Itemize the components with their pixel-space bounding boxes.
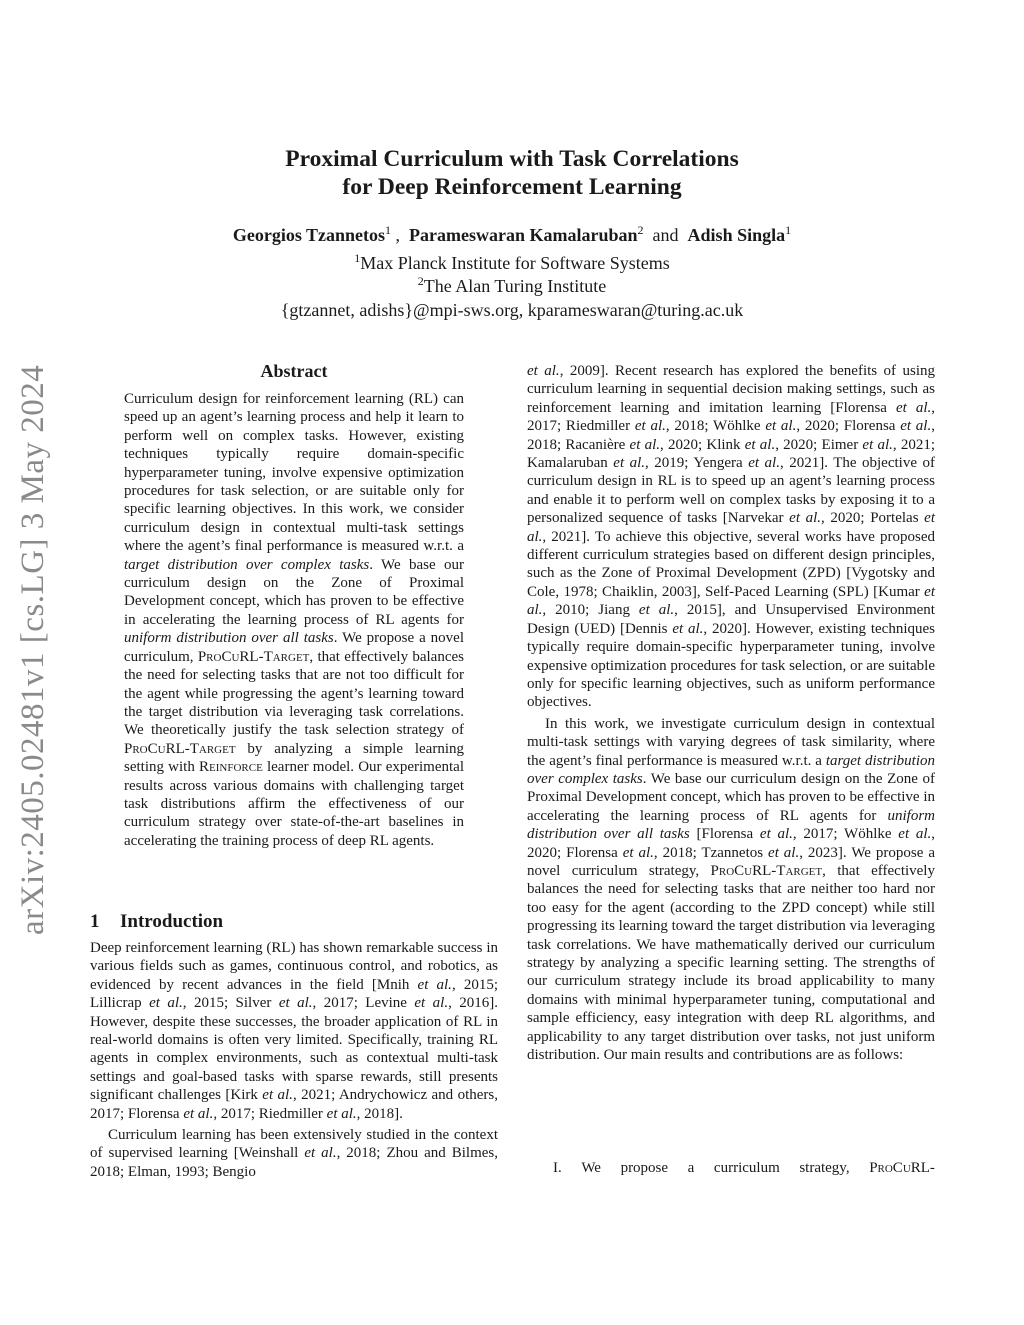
arxiv-stamp [8, 355, 58, 935]
author-affil-mark: 1 [385, 223, 392, 237]
section-heading-introduction [90, 911, 223, 933]
abstract-paragraph [124, 390, 464, 850]
title-line-2: for Deep Reinforcement Learning [342, 174, 682, 200]
intro-paragraph-2-start: Curriculum learning has been extensively studied in the context of supervised learning [Weinshall et al., 2018; Zhou and Bilmes, 2018; Elman, 1993; Bengio [90, 1127, 498, 1180]
author-emails: {gtzannet, adishs}@mpi-sws.org, kparameswaran@turing.ac.uk [280, 300, 744, 320]
method-name: ProCuRL- [869, 1160, 935, 1176]
author-and: and [652, 225, 679, 245]
abstract-emphasis: uniform distribution over all tasks [124, 630, 334, 647]
abstract-heading: Abstract [260, 361, 328, 381]
author-name: Adish Singla [687, 225, 786, 245]
abstract-text: . We propose a novel curriculum, [124, 630, 464, 665]
section-title: Introduction [120, 911, 224, 932]
intro-paragraph-3: In this work, we investigate curriculum design in contextual multi-task settings with varying degrees of task similarity, where the agent’s final performance is measured w.r.t. a target distribution over complex tasks. We base our curriculum design on the Zone of Proximal Development concept, which has proven to be effective in accelerating the learning process of RL agents for uniform distribution over all tasks [Florensa et al., 2017; Wöhlke et al., 2020; Florensa et al., 2018; Tzannetos et al., 2023]. We propose a novel curriculum strategy, ProCuRL-Target, that effectively balances the need for selecting tasks that are neither too hard nor too easy for the agent (according to the ZPD concept) while still progressing its learning toward the target distribution via leveraging task correlations. We have mathematically derived our curriculum strategy by analyzing a specific learning setting. The strengths of our curriculum strategy include its broad applicability to many domains with minimal hyperparameter tuning, computational and sample efficiency, easy integration with deep RL algorithms, and applicability to any target distribution over tasks, not just uniform distribution. Our main results and contributions are as follows: [527, 715, 936, 1064]
affiliation-line [120, 275, 904, 298]
method-name: ProCuRL-Target [124, 740, 236, 757]
author-list [120, 222, 904, 248]
arxiv-stamp-text: arXiv:2405.02481v1 [cs.LG] 3 May 2024 [15, 364, 51, 935]
affiliations [120, 252, 904, 298]
intro-paragraph-1: Deep reinforcement learning (RL) has shown remarkable success in various fields such as games, continuous control, and robotics, as evidenced by recent advances in the field [Mnih et al., 2015; Lillicrap et al., 2015; Silver et al., 2017; Levine et al., 2016]. However, despite these successes, the broader application of RL in real-world domains is often very limited. Specifically, training RL agents in complex environments, such as contextual multi-task settings and goal-based tasks with sparse rewards, still presents significant challenges [Kirk et al., 2021; Andrychowicz and others, 2017; Florensa et al., 2017; Riedmiller et al., 2018]. [90, 940, 499, 1122]
introduction-right-column [527, 362, 935, 1064]
contribution-list-first-item: I. We propose a curriculum strategy, ProCuRL- [553, 1160, 935, 1176]
introduction-left-column [90, 939, 498, 1181]
section-number: 1 [90, 911, 100, 932]
author-name: Parameswaran Kamalaruban [409, 225, 638, 245]
reinforce-name: Reinforce [199, 759, 263, 776]
author-separator: , [395, 225, 401, 245]
abstract-body [124, 390, 464, 850]
author-affil-mark: 2 [637, 223, 644, 237]
abstract-text: Curriculum design for reinforcement learning (RL) can speed up an agent’s learning process and help it learn to perform well on complex tasks. However, existing techniques typically require domain-specific hyperparameter tuning, involve expensive optimization procedures for task selection, or are suitable only for specific learning objectives. In this work, we consider curriculum design in contextual multi-task settings where the agent’s final performance is measured w.r.t. a [124, 391, 464, 555]
abstract-text: . We base our curriculum design on the Zone of Proximal Development concept, which has proven to be effective in accelerating the learning process of RL agents for [124, 556, 464, 628]
abstract-text: , that effectively balances the need for selecting tasks that are not too difficult for the agent while progressing the agent’s learning toward the target distribution via leveraging task correlations. We theoretically justify the task selection strategy of [124, 648, 464, 739]
author-affil-mark: 1 [785, 223, 792, 237]
author-name: Georgios Tzannetos [232, 225, 386, 245]
method-name: ProCuRL-Target [710, 862, 823, 879]
title-line-1: Proximal Curriculum with Task Correlations [285, 146, 739, 172]
affil-text: The Alan Turing Institute [423, 276, 607, 296]
abstract-text: learner model. Our experimental results across various domains with challenging target task distributions affirm the effectiveness of our curriculum strategy over state-of-the-art baselines in accelerating the training process of deep RL agents. [124, 759, 464, 849]
affiliation-line [120, 252, 904, 275]
list-marker: I. [553, 1160, 562, 1176]
affil-mark: 2 [417, 274, 424, 288]
method-name: ProCuRL-Target [197, 648, 310, 665]
paper-title [150, 145, 874, 201]
affil-text: Max Planck Institute for Software Systems [360, 253, 670, 273]
abstract-emphasis: target distribution over complex tasks [124, 556, 370, 573]
abstract-text: by analyzing a simple learning setting with [124, 740, 464, 776]
intro-paragraph-2-cont: et al., 2009]. Recent research has explored the benefits of using curriculum learning in sequential decision making settings, such as reinforcement learning and imitation learning [Florensa et al., 2017; Riedmiller et al., 2018; Wöhlke et al., 2020; Florensa et al., 2018; Racanière et al., 2020; Klink et al., 2020; Eimer et al., 2021; Kamalaruban et al., 2019; Yengera et al., 2021]. The objective of curriculum design in RL is to speed up an agent’s learning process and enable it to perform well on complex tasks by exposing it to a personalized sequence of tasks [Narvekar et al., 2020; Portelas et al., 2021]. To achieve this objective, several works have proposed different curriculum strategies based on different design principles, such as the Zone of Proximal Development (ZPD) [Vygotsky and Cole, 1978; Chaiklin, 2003], Self-Paced Learning (SPL) [Kumar et al., 2010; Jiang et al., 2015], and Unsupervised Environment Design (UED) [Dennis et al., 2020]. However, existing techniques typically require domain-specific hyperparameter tuning, involve expensive optimization procedures for task selection, or are suitable only for specific learning objectives, such as uniform performance objectives. [527, 363, 936, 711]
affil-mark: 1 [354, 251, 361, 265]
